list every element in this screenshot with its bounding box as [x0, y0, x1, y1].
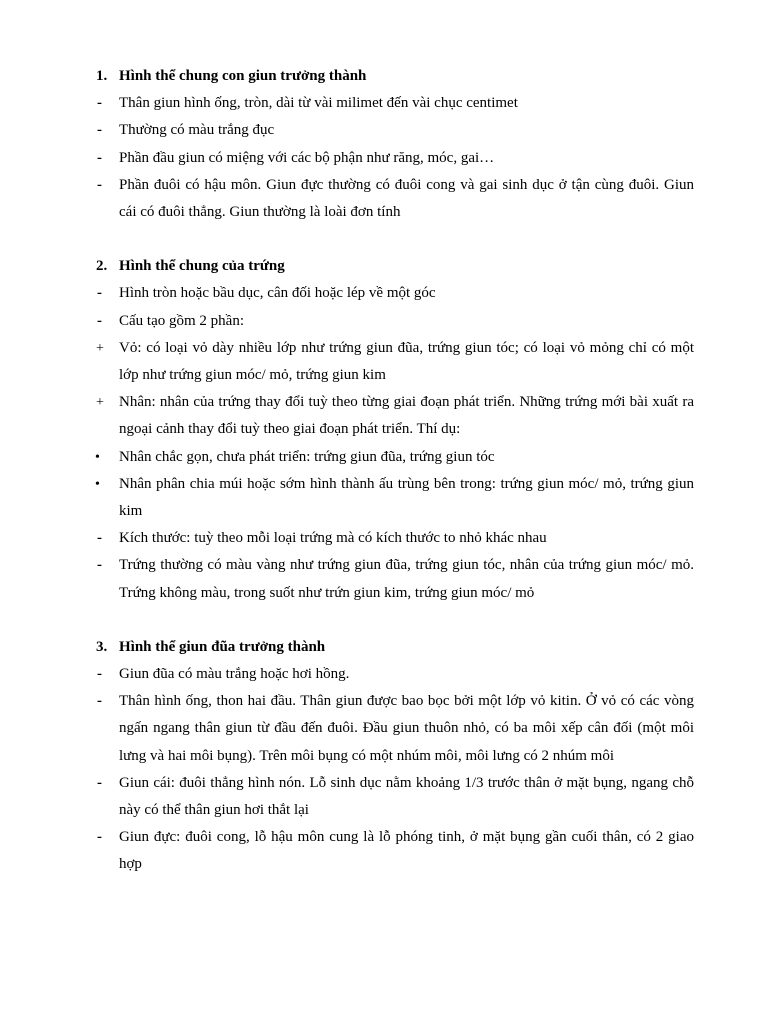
list-item: [90, 824, 694, 878]
section-number: 1.: [96, 68, 108, 84]
list-item-text: Vỏ: có loại vỏ dày nhiều lớp như trứng giun đũa, trứng giun tóc; có loại vỏ mỏng chỉ có một lớp như trứng giun móc/ mỏ, trứng giun kim: [119, 339, 694, 384]
list-item-text: Thân hình ống, thon hai đầu. Thân giun được bao bọc bởi một lớp vỏ kitin. Ở vỏ có các vòng ngấn ngang thân giun từ đầu đến đuôi. Đầu giun thuôn nhỏ, có ba môi xếp cân đối (một môi lưng và hai môi bụng). Trên môi bụng có một nhúm môi, môi lưng có 2 nhúm môi: [119, 693, 694, 764]
dot-bullet: •: [95, 449, 100, 465]
section-heading: [90, 63, 694, 90]
section-number: 3.: [96, 638, 108, 655]
dash-bullet: -: [97, 829, 102, 846]
list-item-text: Giun cái: đuôi thẳng hình nón. Lỗ sinh dục nằm khoảng 1/3 trước thân ở mặt bụng, ngang chỗ này có thể thân giun hơi thắt lại: [119, 774, 694, 819]
section-title: Hình thể chung của trứng: [119, 258, 285, 275]
section-title: Hình thể giun đũa trưởng thành: [119, 638, 326, 655]
list-item-text: Nhân: nhân của trứng thay đổi tuỳ theo từng giai đoạn phát triển. Những trứng mới bài xuất ra ngoại cảnh thay đổi tuỳ theo giai đoạn phát triển. Thí dụ:: [119, 394, 694, 438]
list-item: [90, 145, 694, 172]
list-item-text: Kích thước: tuỳ theo mỗi loại trứng mà có kích thước to nhỏ khác nhau: [119, 530, 547, 547]
section-number: 2.: [96, 258, 108, 275]
dash-bullet: -: [97, 285, 102, 302]
list-item-text: Nhân chắc gọn, chưa phát triển: trứng giun đũa, trứng giun tóc: [119, 448, 495, 465]
list-item: [90, 335, 694, 389]
section-roundworm-morphology: [90, 634, 694, 879]
dot-bullet: •: [95, 476, 100, 492]
list-item-text: Nhân phân chia múi hoặc sớm hình thành ấu trùng bên trong: trứng giun móc/ mỏ, trứng giun kim: [119, 475, 694, 520]
list-item-text: Hình tròn hoặc bầu dục, cân đối hoặc lép về một góc: [119, 285, 436, 302]
list-item-text: Thường có màu trắng đục: [119, 122, 275, 139]
list-item: [90, 525, 694, 552]
plus-bullet: +: [96, 340, 104, 356]
list-item: [90, 308, 694, 335]
dash-bullet: -: [97, 557, 102, 574]
dash-bullet: -: [97, 176, 102, 193]
dash-bullet: -: [97, 666, 102, 683]
list-item-text: Phần đuôi có hậu môn. Giun đực thường có đuôi cong và gai sinh dục ở tận cùng đuôi. Giun cái có đuôi thẳng. Giun thường là loài đơn tính: [119, 176, 694, 221]
list-item: [90, 90, 694, 117]
plus-bullet: +: [96, 395, 104, 411]
list-item-text: Phần đầu giun có miệng với các bộ phận như răng, móc, gai…: [119, 149, 495, 166]
section-adult-worm-morphology: [90, 63, 694, 226]
section-egg-morphology: [90, 253, 694, 607]
list-item-text: Trứng thường có màu vàng như trứng giun đũa, trứng giun tóc, nhân của trứng giun móc/ mỏ. Trứng không màu, trong suốt như trứn giun kim, trứng giun móc/ mỏ: [119, 557, 694, 601]
list-item: [90, 389, 694, 443]
dash-bullet: -: [97, 149, 102, 166]
list-item: [90, 661, 694, 688]
dash-bullet: -: [97, 122, 102, 139]
dash-bullet: -: [97, 693, 102, 710]
list-item-text: Giun đũa có màu trắng hoặc hơi hồng.: [119, 666, 350, 683]
section-title: Hình thể chung con giun trưởng thành: [119, 68, 367, 84]
dash-bullet: -: [97, 774, 102, 791]
list-item: [90, 444, 694, 471]
list-item-text: Giun đực: đuôi cong, lỗ hậu môn cung là lỗ phóng tinh, ở mặt bụng gần cuối thân, có 2 giao hợp: [119, 829, 694, 873]
list-item: [90, 280, 694, 307]
section-heading: [90, 253, 694, 280]
list-item: [90, 688, 694, 770]
list-item-text: Cấu tạo gồm 2 phần:: [119, 312, 244, 329]
list-item: [90, 471, 694, 525]
list-item: [90, 552, 694, 606]
list-item: [90, 172, 694, 226]
list-item: [90, 117, 694, 144]
dash-bullet: -: [97, 312, 102, 329]
dash-bullet: -: [97, 95, 102, 112]
dash-bullet: -: [97, 530, 102, 547]
list-item-text: Thân giun hình ống, tròn, dài từ vài milimet đến vài chục centimet: [119, 95, 518, 112]
document-body: [90, 63, 694, 906]
list-item: [90, 770, 694, 824]
section-heading: [90, 634, 694, 661]
